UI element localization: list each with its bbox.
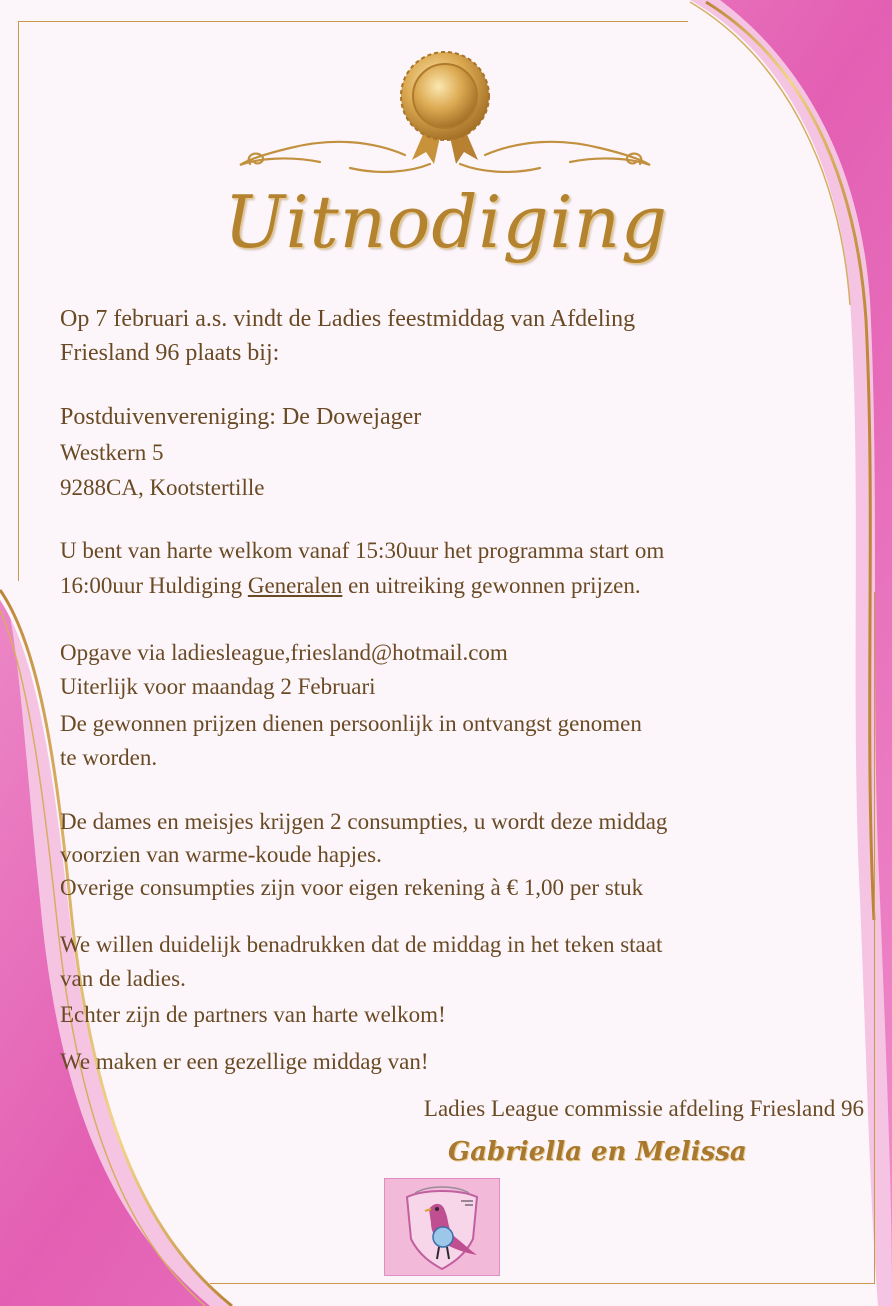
frame-top-line bbox=[18, 21, 688, 22]
generalen-underlined: Generalen bbox=[247, 573, 343, 598]
emphasis-line-2: van de ladies. bbox=[60, 966, 186, 991]
venue-street: Westkern 5 bbox=[60, 440, 164, 465]
welcome-line-2 bbox=[60, 570, 641, 602]
intro-line-1: Op 7 februari a.s. vindt de Ladies feestmiddag van Afdeling bbox=[60, 306, 636, 332]
signup-deadline: Uiterlijk voor maandag 2 Februari bbox=[60, 674, 376, 699]
prizes-line-1: De gewonnen prijzen dienen persoonlijk in ontvangst genomen bbox=[60, 711, 642, 736]
welcome-line-2-post: en uitreiking gewonnen prijzen. bbox=[342, 573, 641, 598]
drinks-line-2: voorzien van warme-koude hapjes. bbox=[60, 842, 382, 867]
signup-email-line: Opgave via ladiesleague,friesland@hotmail.com bbox=[60, 640, 508, 665]
gold-rosette-seal-icon bbox=[370, 48, 520, 168]
venue-city: 9288CA, Kootstertille bbox=[60, 475, 265, 500]
committee-signature: Ladies League commissie afdeling Friesland 96 bbox=[423, 1096, 864, 1121]
frame-bottom-line bbox=[210, 1283, 875, 1284]
closing-line: We maken er een gezellige middag van! bbox=[60, 1049, 429, 1074]
emphasis-line-3: Echter zijn de partners van harte welkom! bbox=[60, 1002, 446, 1027]
prizes-line-2: te worden. bbox=[60, 745, 158, 770]
pigeon-shield-logo-icon bbox=[384, 1178, 500, 1276]
signature-names: Gabriella en Melissa bbox=[448, 1137, 747, 1167]
invitation-title: Uitnodiging bbox=[223, 180, 669, 264]
frame-right-line bbox=[874, 592, 875, 1284]
venue-name: Postduivenvereniging: De Dowejager bbox=[60, 404, 422, 430]
welcome-line-1: U bent van harte welkom vanaf 15:30uur het programma start om bbox=[60, 538, 665, 563]
emphasis-line-1: We willen duidelijk benadrukken dat de middag in het teken staat bbox=[60, 932, 663, 957]
drinks-line-3: Overige consumpties zijn voor eigen rekening à € 1,00 per stuk bbox=[60, 875, 644, 900]
drinks-line-1: De dames en meisjes krijgen 2 consumpties, u wordt deze middag bbox=[60, 809, 668, 834]
frame-left-line bbox=[18, 21, 19, 581]
welcome-line-2-pre: 16:00uur Huldiging bbox=[60, 573, 248, 598]
intro-line-2: Friesland 96 plaats bij: bbox=[60, 340, 280, 366]
